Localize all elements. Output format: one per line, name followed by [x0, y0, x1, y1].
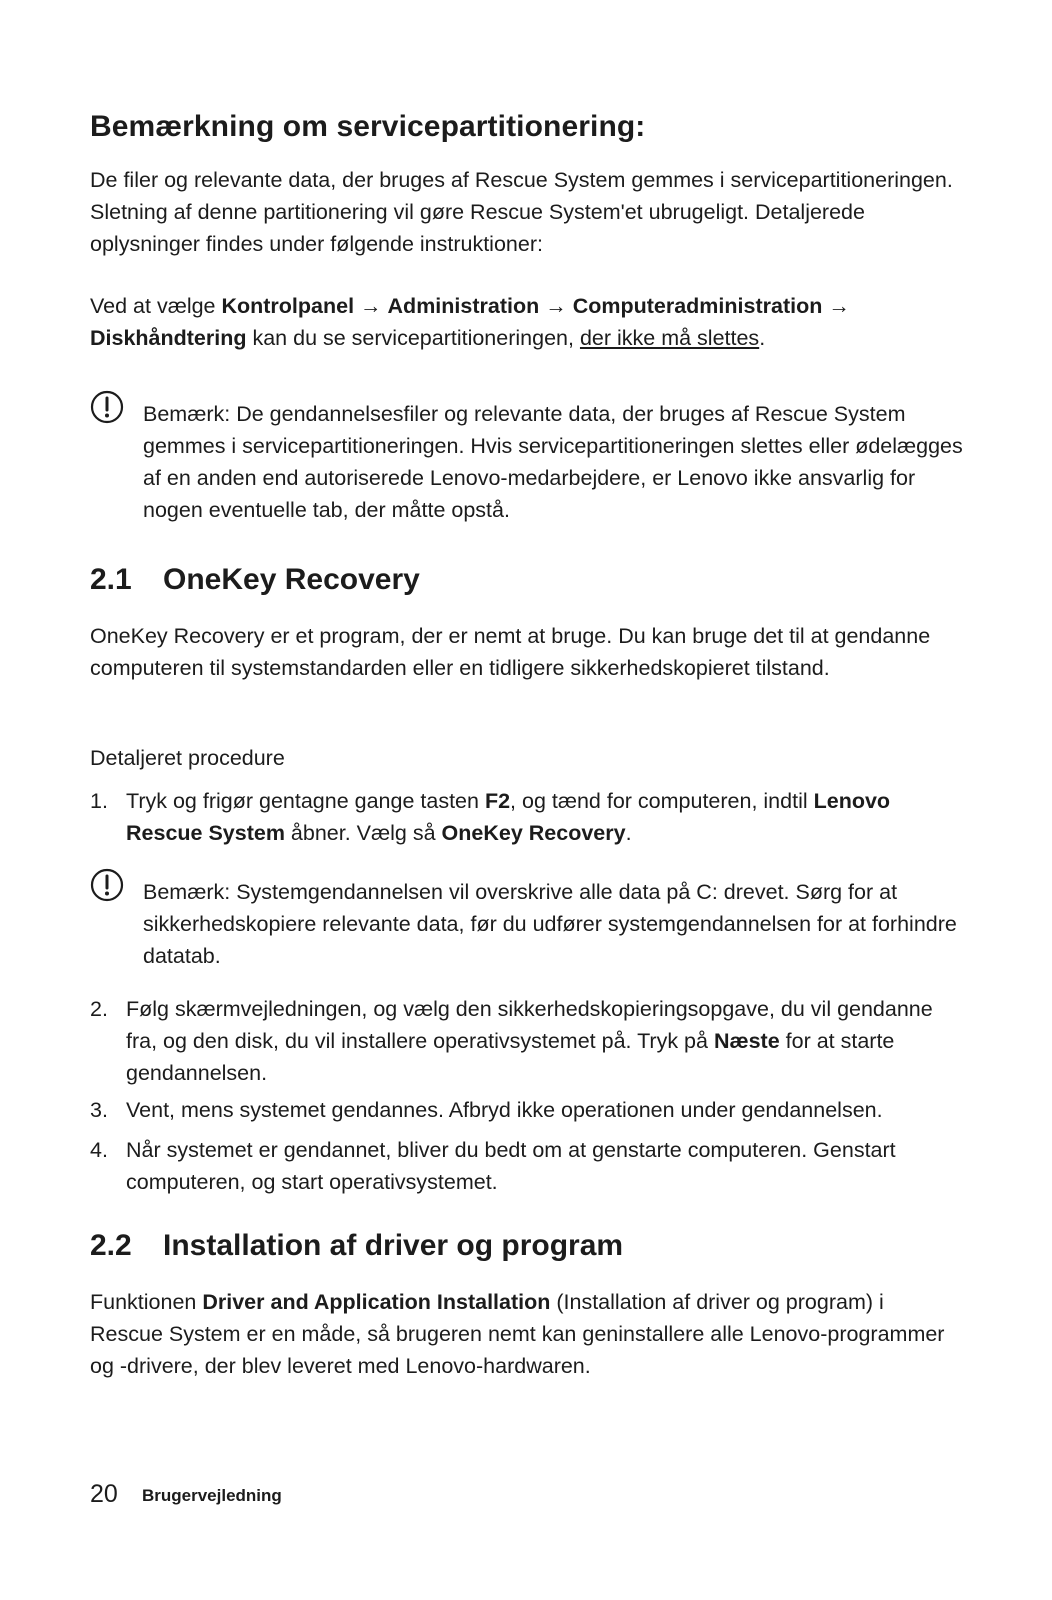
- service-partition-paragraph: De filer og relevante data, der bruges af Rescue System gemmes i servicepartitioneringen. Sletning af denne partitionering vil gøre Rescue System'et ubrugeligt. Detaljerede oplysninger findes under følgende instruktioner:: [90, 168, 953, 256]
- key-f2: F2: [484, 789, 511, 813]
- attention-icon: [90, 390, 124, 424]
- section-2-2-heading: [90, 1229, 623, 1263]
- note-label: Bemærk:: [143, 402, 231, 426]
- attention-icon: [90, 868, 124, 902]
- path-diskhaandtering: Diskhåndtering: [90, 326, 247, 350]
- path-computeradministration: Computeradministration: [572, 294, 823, 318]
- procedure-subheading: Detaljeret procedure: [90, 746, 285, 770]
- note-label: Bemærk:: [143, 880, 231, 904]
- section-title: OneKey Recovery: [163, 563, 420, 596]
- driver-installation-paragraph: Funktionen Driver and Application Installation (Installation af driver og program) i Rescue System er en måde, så brugeren nemt kan geninstallere alle Lenovo-programmer og -drivere, der blev leveret med Lenovo-hardwaren.: [90, 1290, 945, 1378]
- note-system-restore: Bemærk: Systemgendannelsen vil overskrive alle data på C: drevet. Sørg for at sikkerhedskopiere relevante data, før du udfører systemgendannelsen for at forhindre datatab.: [143, 880, 957, 968]
- onekey-recovery-name: OneKey Recovery: [441, 821, 626, 845]
- onekey-intro-paragraph: OneKey Recovery er et program, der er nemt at bruge. Du kan bruge det til at gendanne computeren til systemstandarden eller en tidligere sikkerhedskopieret tilstand.: [90, 624, 931, 680]
- section-2-1-heading: [90, 563, 420, 597]
- feature-name: Driver and Application Installation: [202, 1290, 551, 1314]
- do-not-delete-underlined: der ikke må slettes: [579, 326, 760, 350]
- lenovo-rescue-system-name: Lenovo Rescue System: [126, 789, 891, 845]
- onekey-product-name: OneKey Recovery: [90, 624, 265, 648]
- page-number: 20: [90, 1480, 118, 1508]
- note-service-partition: Bemærk: De gendannelsesfiler og relevante data, der bruges af Rescue System gemmes i servicepartitioneringen. Hvis servicepartitioneringen slettes eller ødelægges af en anden end autoriserede Lenovo-medarbejdere, er Lenovo ikke ansvarlig for nogen eventuelle tab, der måtte opstå.: [143, 402, 963, 522]
- section-title: Installation af driver og program: [163, 1229, 624, 1262]
- path-kontrolpanel: Kontrolpanel: [221, 294, 355, 318]
- document-title: Brugervejledning: [142, 1486, 282, 1505]
- section-number: 2.2: [90, 1229, 132, 1262]
- path-administration: Administration: [387, 294, 540, 318]
- service-partition-heading: Bemærkning om servicepartitionering:: [90, 110, 646, 143]
- section-number: 2.1: [90, 563, 132, 596]
- manual-page: Bemærkning om servicepartitionering: De filer og relevante data, der bruges af Rescue System gemmes i servicepartitioneringen. Sletning af denne partitionering vil gøre Rescue System'et ubrugeligt. Detaljerede oplysninger findes under følgende instruktioner: Ved at vælge Kontrolpanel → Administration → Computeradministration → Diskhåndtering kan du se servicepartitioneringen, der ikke må slettes. Bemærk: De gendannelsesfiler og relevante data, der bruges af Rescue System gemmes i servicepartitioneringen. Hvis servicepartitioneringen slettes eller ødelægges af en anden end autoriserede Lenovo-medarbejdere, er Lenovo ikke ansvarlig for nogen eventuelle tab, der måtte opstå. 2.1 OneKey Recovery OneKey Recovery er et program, der er nemt at bruge. Du kan bruge det til at gendanne computeren til systemstandarden eller en tidligere sikkerhedskopieret tilstand. Detaljeret procedure 1. Tryk og frigør gentagne gange tasten F2, og tænd for computeren, indtil Lenovo Rescue System åbner. Vælg så OneKey Recovery. Bemærk: Systemgendannelsen vil overskrive alle data på C: drevet. Sørg for at sikkerhedskopiere relevante data, før du udfører systemgendannelsen for at forhindre datatab. 2. Følg skærmvejledningen, og vælg den sikkerhedskopieringsopgave, du vil gendanne fra, og den disk, du vil installere operativsystemet på. Tryk på Næste for at starte gendannelsen. 3. Vent, mens systemet gendannes. Afbryd ikke operationen under gendannelsen. 4. Når systemet er gendannet, bliver du bedt om at genstarte computeren. Genstart computeren, og start operativsystemet. 2.2 Installation af driver og program Funktionen Driver and Application Installation (Installation af driver og program) i Rescue System er en måde, så brugeren nemt kan geninstallere alle Lenovo-programmer og -drivere, der blev leveret med Lenovo-hardwaren. 20 Brugervejledning: [90, 110, 963, 1508]
- navigation-path-paragraph: Ved at vælge Kontrolpanel → Administration → Computeradministration → Diskhåndtering kan du se servicepartitioneringen, der ikke må slettes.: [90, 294, 850, 350]
- next-button-name: Næste: [713, 1029, 780, 1053]
